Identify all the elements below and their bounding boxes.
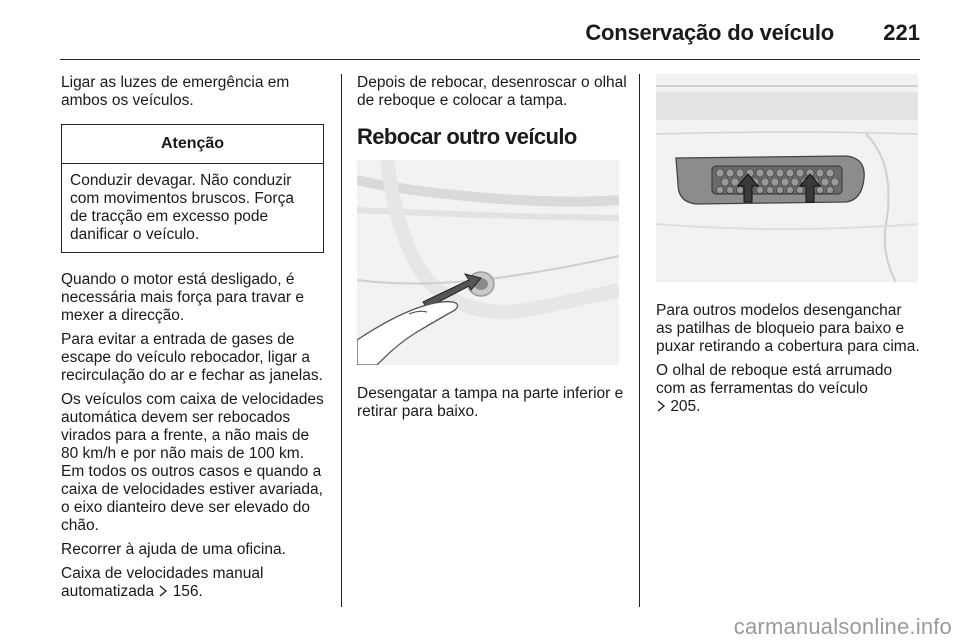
intro-paragraph: Depois de rebocar, desenroscar o olhal de reboque e colocar a tampa. [357, 74, 627, 109]
page-header [60, 18, 920, 60]
paragraph: Para evitar a entrada de gases de escape do veículo rebocador, ligar a recirculação do ar e fechar as janelas. [61, 331, 323, 384]
section-heading: Rebocar outro veículo [357, 124, 577, 149]
watermark: carmanualsonline.info [733, 614, 952, 639]
figure-tow-eye-cover-illustration [656, 74, 918, 282]
paragraph-with-reference [61, 565, 329, 601]
paragraph-text: O olhal de reboque está arrumado com as ferramentas do veículo [656, 362, 893, 397]
column-divider [341, 74, 342, 607]
warning-text: Conduzir devagar. Não conduzir com movimentos bruscos. Força de tracção em excesso pode danificar o veículo. [70, 172, 294, 243]
paragraph: Os veículos com caixa de velocidades automática devem ser rebocados virados para a frente, a não mais de 80 km/h e por não mais de 100 km. Em todos os outros casos e quando a caixa de velocidades estiver avariada, o eixo dianteiro deve ser elevado do chão. [61, 391, 324, 534]
paragraph: Quando o motor está desligado, é necessária mais força para travar e mexer a direcção. [61, 271, 304, 324]
intro-paragraph: Ligar as luzes de emergência em ambos os veículos. [61, 74, 290, 109]
page-title: Conservação do veículo [585, 20, 834, 45]
warning-box [61, 124, 324, 253]
paragraph-with-reference [656, 362, 920, 416]
column-middle [357, 74, 627, 427]
figure-tow-cover-illustration [357, 160, 619, 365]
page-reference-icon [656, 398, 666, 415]
figure-caption: Desengatar a tampa na parte inferior e retirar para baixo. [357, 385, 624, 420]
page-reference-link[interactable]: 156. [172, 583, 203, 600]
page-reference-link[interactable]: 205. [670, 398, 701, 415]
page-number: 221 [883, 20, 920, 45]
warning-heading: Atenção [62, 125, 323, 164]
column-left [61, 74, 329, 607]
paragraph: Recorrer à ajuda de uma oficina. [61, 541, 286, 558]
column-divider [639, 74, 640, 607]
column-right [656, 74, 920, 422]
paragraph: Para outros modelos desenganchar as patilhas de bloqueio para baixo e puxar retirando a cobertura para cima. [656, 302, 920, 355]
page-reference-icon [158, 583, 168, 600]
paragraph-text: Caixa de velocidades manual automatizada [61, 565, 264, 600]
